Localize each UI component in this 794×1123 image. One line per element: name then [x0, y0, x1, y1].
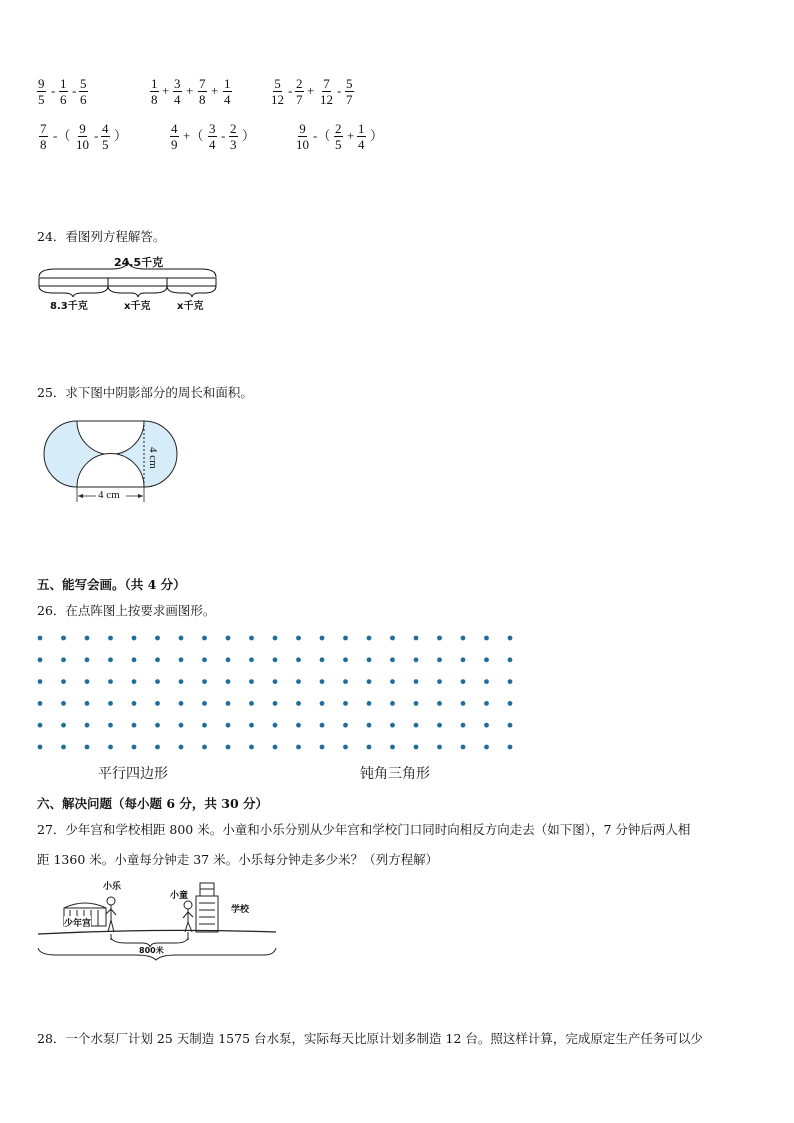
grid-dot[interactable]: [437, 636, 442, 641]
fraction: $\frac{3}{4}$: [209, 121, 216, 152]
grid-dot[interactable]: [320, 679, 325, 684]
fraction: $\frac{2}{7}$: [296, 76, 303, 107]
grid-dot[interactable]: [296, 745, 301, 750]
operator: -: [288, 83, 293, 98]
fraction: $\frac{7}{12}$: [320, 76, 333, 107]
grid-dot[interactable]: [320, 636, 325, 641]
grid-dot[interactable]: [508, 657, 513, 662]
grid-dot[interactable]: [508, 701, 513, 706]
label-distance: 800米: [139, 946, 164, 955]
school-icon: [196, 883, 218, 932]
fraction: $\frac{7}{8}$: [40, 121, 47, 152]
grid-dot[interactable]: [249, 701, 254, 706]
grid-dot[interactable]: [390, 745, 395, 750]
label-parallelogram: 平行四边形: [98, 766, 168, 782]
fraction: $\frac{2}{5}$: [335, 121, 342, 152]
grid-dot[interactable]: [273, 701, 278, 706]
operator: +: [211, 83, 219, 98]
grid-dot[interactable]: [296, 723, 301, 728]
arrow-left-icon: [78, 494, 83, 498]
grid-dot[interactable]: [296, 636, 301, 641]
grid-dot[interactable]: [390, 723, 395, 728]
ground-line: [38, 930, 276, 934]
grid-dot[interactable]: [484, 701, 489, 706]
grid-dot[interactable]: [155, 636, 160, 641]
grid-dot[interactable]: [343, 701, 348, 706]
operator: -: [72, 83, 77, 98]
grid-dot[interactable]: [273, 723, 278, 728]
grid-dot[interactable]: [132, 636, 137, 641]
grid-dot[interactable]: [249, 723, 254, 728]
grid-dot[interactable]: [343, 636, 348, 641]
grid-dot[interactable]: [85, 679, 90, 684]
grid-dot[interactable]: [61, 745, 66, 750]
operator: -（: [313, 128, 331, 143]
grid-dot[interactable]: [108, 745, 113, 750]
dot-grid[interactable]: [30, 630, 520, 756]
grid-dot[interactable]: [132, 723, 137, 728]
grid-dot[interactable]: [61, 723, 66, 728]
grid-dot[interactable]: [38, 657, 43, 662]
grid-dot[interactable]: [484, 745, 489, 750]
grid-dot[interactable]: [273, 657, 278, 662]
label-xiaotong: 小童: [170, 891, 189, 901]
grid-dot[interactable]: [202, 701, 207, 706]
question-26: 26．在点阵图上按要求画图形。: [37, 603, 216, 618]
grid-dot[interactable]: [343, 657, 348, 662]
width-label: 4 cm: [98, 489, 120, 501]
question-27-line1: 27．少年宫和学校相距 800 米。小童和小乐分别从少年宫和学校门口同时向相反方向走去（如下图），7 分钟后两人相: [37, 822, 691, 837]
grid-dot[interactable]: [484, 636, 489, 641]
grid-dot[interactable]: [320, 723, 325, 728]
grid-dot[interactable]: [414, 636, 419, 641]
grid-dot[interactable]: [296, 701, 301, 706]
grid-dot[interactable]: [38, 723, 43, 728]
grid-dot[interactable]: [367, 701, 372, 706]
grid-dot[interactable]: [132, 745, 137, 750]
grid-dot[interactable]: [249, 679, 254, 684]
grid-dot[interactable]: [437, 679, 442, 684]
grid-dot[interactable]: [202, 636, 207, 641]
brace-3: [167, 286, 216, 297]
question-28-line1: 28．一个水泵厂计划 25 天制造 1575 台水泵，实际每天比原计划多制造 12 台。照这样计算，完成原定生产任务可以少: [37, 1031, 703, 1046]
grid-dot[interactable]: [155, 723, 160, 728]
grid-dot[interactable]: [155, 745, 160, 750]
grid-dot[interactable]: [108, 679, 113, 684]
grid-dot[interactable]: [155, 701, 160, 706]
grid-dot[interactable]: [155, 679, 160, 684]
grid-dot[interactable]: [367, 745, 372, 750]
grid-dot[interactable]: [38, 679, 43, 684]
grid-dot[interactable]: [273, 745, 278, 750]
grid-dot[interactable]: [273, 636, 278, 641]
operator: -: [51, 83, 56, 98]
brace-2: [108, 286, 167, 297]
height-label: 4 cm: [147, 447, 159, 469]
grid-dot[interactable]: [108, 657, 113, 662]
grid-dot[interactable]: [320, 657, 325, 662]
grid-dot[interactable]: [249, 745, 254, 750]
grid-dot[interactable]: [367, 657, 372, 662]
grid-dot[interactable]: [390, 701, 395, 706]
grid-dot[interactable]: [108, 723, 113, 728]
label-palace: 少年宫: [64, 916, 91, 929]
fraction: $\frac{2}{3}$: [230, 121, 237, 152]
grid-dot[interactable]: [249, 636, 254, 641]
grid-dot[interactable]: [484, 657, 489, 662]
grid-dot[interactable]: [226, 636, 231, 641]
section-6-title: 六、解决问题（每小题 6 分，共 30 分）: [37, 796, 269, 811]
operator: ）: [242, 128, 256, 143]
grid-dot[interactable]: [85, 701, 90, 706]
grid-dot[interactable]: [508, 679, 513, 684]
grid-dot[interactable]: [367, 636, 372, 641]
grid-dot[interactable]: [461, 745, 466, 750]
grid-dot[interactable]: [390, 679, 395, 684]
grid-dot[interactable]: [437, 723, 442, 728]
grid-dot[interactable]: [437, 745, 442, 750]
grid-dot[interactable]: [390, 657, 395, 662]
grid-dot[interactable]: [414, 745, 419, 750]
grid-dot[interactable]: [202, 723, 207, 728]
fraction: $\frac{5}{12}$: [271, 76, 284, 107]
grid-dot[interactable]: [85, 745, 90, 750]
grid-dot[interactable]: [202, 657, 207, 662]
grid-dot[interactable]: [202, 679, 207, 684]
grid-dot[interactable]: [508, 636, 513, 641]
grid-dot[interactable]: [132, 657, 137, 662]
grid-dot[interactable]: [296, 657, 301, 662]
grid-dot[interactable]: [343, 745, 348, 750]
grid-dot[interactable]: [320, 701, 325, 706]
grid-dot[interactable]: [484, 679, 489, 684]
question-25: 25．求下图中阴影部分的周长和面积。: [37, 385, 253, 400]
fraction: $\frac{5}{6}$: [80, 76, 87, 107]
grid-dot[interactable]: [226, 657, 231, 662]
grid-dot[interactable]: [461, 723, 466, 728]
grid-dot[interactable]: [61, 636, 66, 641]
section-5-title: 五、能写会画。（共 4 分）: [37, 577, 186, 592]
question-24: 24．看图列方程解答。: [37, 229, 166, 244]
fraction: $\frac{7}{8}$: [199, 76, 206, 107]
fraction: $\frac{9}{10}$: [76, 121, 89, 152]
grid-dot[interactable]: [508, 745, 513, 750]
grid-dot[interactable]: [61, 679, 66, 684]
segment-label-3: x千克: [177, 301, 204, 312]
fraction: $\frac{1}{6}$: [60, 76, 67, 107]
grid-dot[interactable]: [108, 636, 113, 641]
fraction: $\frac{4}{9}$: [171, 121, 178, 152]
brace-1: [39, 286, 108, 297]
grid-dot[interactable]: [296, 679, 301, 684]
grid-dot[interactable]: [132, 701, 137, 706]
label-xiaole: 小乐: [103, 882, 122, 892]
grid-dot[interactable]: [179, 723, 184, 728]
grid-dot[interactable]: [226, 745, 231, 750]
operator: -（: [53, 128, 71, 143]
segment-bar: [39, 278, 216, 286]
grid-dot[interactable]: [38, 701, 43, 706]
grid-dot[interactable]: [226, 701, 231, 706]
xiaotong-figure-icon: [183, 901, 193, 932]
segment-label-1: 8.3千克: [50, 301, 88, 312]
grid-dot[interactable]: [108, 701, 113, 706]
arrow-right-icon: [138, 494, 143, 498]
grid-dot[interactable]: [437, 657, 442, 662]
grid-dot[interactable]: [484, 723, 489, 728]
grid-dot[interactable]: [414, 679, 419, 684]
fraction: $\frac{9}{5}$: [38, 76, 45, 107]
grid-dot[interactable]: [249, 657, 254, 662]
grid-dot[interactable]: [320, 745, 325, 750]
grid-dot[interactable]: [61, 657, 66, 662]
grid-dot[interactable]: [179, 657, 184, 662]
grid-dot[interactable]: [38, 636, 43, 641]
grid-dot[interactable]: [155, 657, 160, 662]
fraction: $\frac{1}{8}$: [151, 76, 158, 107]
grid-dot[interactable]: [132, 679, 137, 684]
grid-dot[interactable]: [85, 723, 90, 728]
grid-dot[interactable]: [179, 701, 184, 706]
grid-dot[interactable]: [202, 745, 207, 750]
grid-dot[interactable]: [179, 636, 184, 641]
label-obtuse-triangle: 钝角三角形: [360, 766, 430, 782]
xiaole-figure-icon: [106, 897, 116, 932]
operator: +（: [183, 128, 204, 143]
operator: ）: [114, 128, 128, 143]
grid-dot[interactable]: [508, 723, 513, 728]
grid-dot[interactable]: [414, 657, 419, 662]
grid-dot[interactable]: [461, 679, 466, 684]
operator: -: [94, 128, 99, 143]
grid-dot[interactable]: [273, 679, 278, 684]
label-school: 学校: [231, 905, 250, 915]
grid-dot[interactable]: [343, 679, 348, 684]
grid-dot[interactable]: [179, 679, 184, 684]
grid-dot[interactable]: [414, 701, 419, 706]
grid-dot[interactable]: [390, 636, 395, 641]
q25-figure: [40, 414, 190, 514]
grid-dot[interactable]: [85, 657, 90, 662]
grid-dot[interactable]: [367, 679, 372, 684]
grid-dot[interactable]: [226, 679, 231, 684]
q24-diagram: [36, 255, 226, 315]
total-label: 24.5千克: [114, 256, 164, 269]
fraction: $\frac{3}{4}$: [174, 76, 181, 107]
grid-dot[interactable]: [437, 701, 442, 706]
grid-dot[interactable]: [85, 636, 90, 641]
operator: +: [347, 128, 355, 143]
operator: -: [221, 128, 226, 143]
grid-dot[interactable]: [414, 723, 419, 728]
grid-dot[interactable]: [38, 745, 43, 750]
q27-figure: [36, 876, 286, 966]
operator: -: [337, 83, 342, 98]
operator: +: [186, 83, 194, 98]
operator: +: [162, 83, 170, 98]
fraction: $\frac{9}{10}$: [296, 121, 309, 152]
grid-dot[interactable]: [461, 636, 466, 641]
grid-dot[interactable]: [179, 745, 184, 750]
fraction: $\frac{5}{7}$: [346, 76, 353, 107]
grid-dot[interactable]: [461, 657, 466, 662]
grid-dot[interactable]: [61, 701, 66, 706]
operator: ）: [370, 128, 384, 143]
grid-dot[interactable]: [343, 723, 348, 728]
segment-label-2: x千克: [124, 301, 151, 312]
question-27-line2: 距 1360 米。小童每分钟走 37 米。小乐每分钟走多少米？（列方程解）: [37, 852, 439, 867]
grid-dot[interactable]: [226, 723, 231, 728]
grid-dot[interactable]: [367, 723, 372, 728]
fraction: $\frac{1}{4}$: [358, 121, 365, 152]
operator: +: [307, 83, 315, 98]
fraction: $\frac{4}{5}$: [102, 121, 109, 152]
grid-dot[interactable]: [461, 701, 466, 706]
fraction: $\frac{1}{4}$: [224, 76, 231, 107]
